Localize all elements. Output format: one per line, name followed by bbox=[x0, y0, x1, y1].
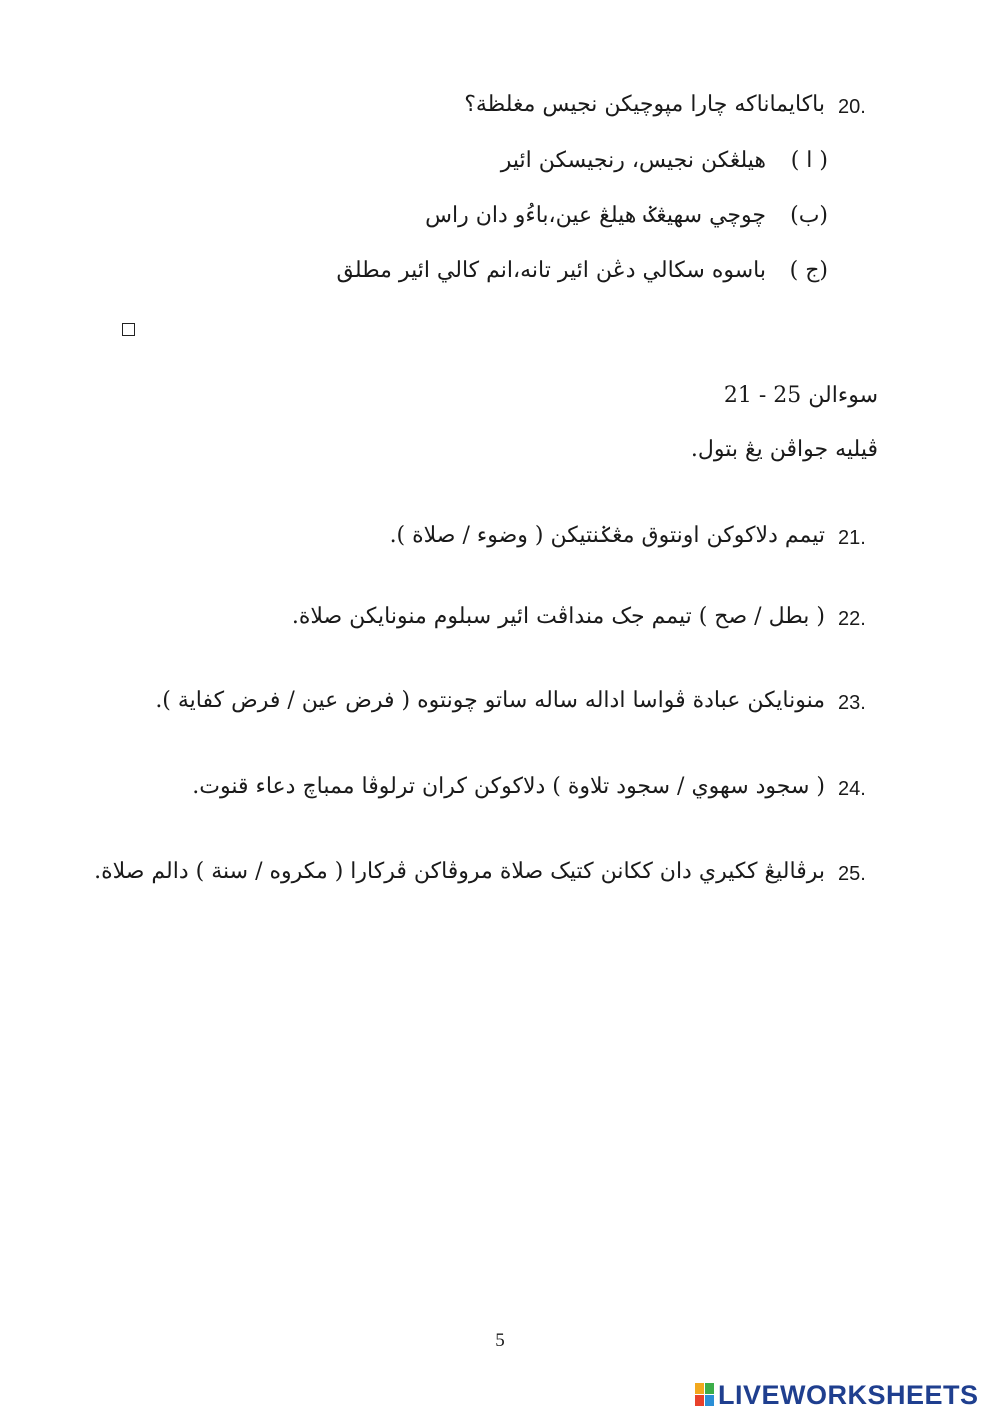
liveworksheets-logo-text: LIVEWORKSHEETS bbox=[718, 1379, 979, 1410]
question-22-number: 22. bbox=[838, 608, 866, 630]
option-a-label: ( ا ) bbox=[790, 148, 828, 173]
question-25-number: 25. bbox=[838, 863, 866, 885]
answer-checkbox[interactable] bbox=[122, 323, 135, 336]
question-22-text: ( بطل / صح ) تيمم جک منداڤت ائير سبلوم منونايکن صلاة. bbox=[291, 604, 825, 629]
option-b-label: (ب) bbox=[790, 203, 828, 228]
question-24-number: 24. bbox=[838, 778, 866, 800]
section-instruction: ڤيليه جواڤن يڠ بتول. bbox=[690, 437, 878, 462]
question-25-text: برڤاليڠ ککيري دان ککانن کتيک صلاة مروڤاکن ڤرکارا ( مکروه / سنة ) دالم صلاة. bbox=[94, 859, 825, 884]
question-20-number: 20. bbox=[838, 96, 866, 118]
option-b-text: چوچي سهيڠݢ هيلڠ عين،باءُو دان راس bbox=[425, 203, 766, 228]
question-21-number: 21. bbox=[838, 527, 866, 549]
question-24-text: ( سجود سهوي / سجود تلاوة ) دلاکوکن کران ترلوڤا ممباچ دعاء قنوت. bbox=[192, 774, 825, 799]
option-c-text: باسوه سکالي دڠن ائير تانه،انم کالي ائير مطلق bbox=[336, 258, 766, 283]
question-23-number: 23. bbox=[838, 692, 866, 714]
liveworksheets-logo-icon bbox=[695, 1383, 715, 1407]
liveworksheets-logo[interactable] bbox=[695, 1378, 979, 1412]
option-c-label: (ج ) bbox=[789, 258, 828, 283]
question-23-text: منونايکن عبادة ڤواسا اداله ساله ساتو چونتوه ( فرض عين / فرض کفاية ). bbox=[155, 688, 825, 713]
page-number: 5 bbox=[495, 1330, 505, 1351]
question-21-text: تيمم دلاکوکن اونتوق مڠݢنتيکن ( وضوء / صلاة ). bbox=[389, 523, 825, 548]
question-20-text: باکايماناکه چارا مپوچيکن نجيس مغلظة؟ bbox=[464, 92, 825, 117]
option-a-text: هيلڠکن نجيس، رنجيسکن ائير bbox=[500, 148, 766, 173]
section-title: سوءالن 25 - 21 bbox=[723, 383, 878, 408]
